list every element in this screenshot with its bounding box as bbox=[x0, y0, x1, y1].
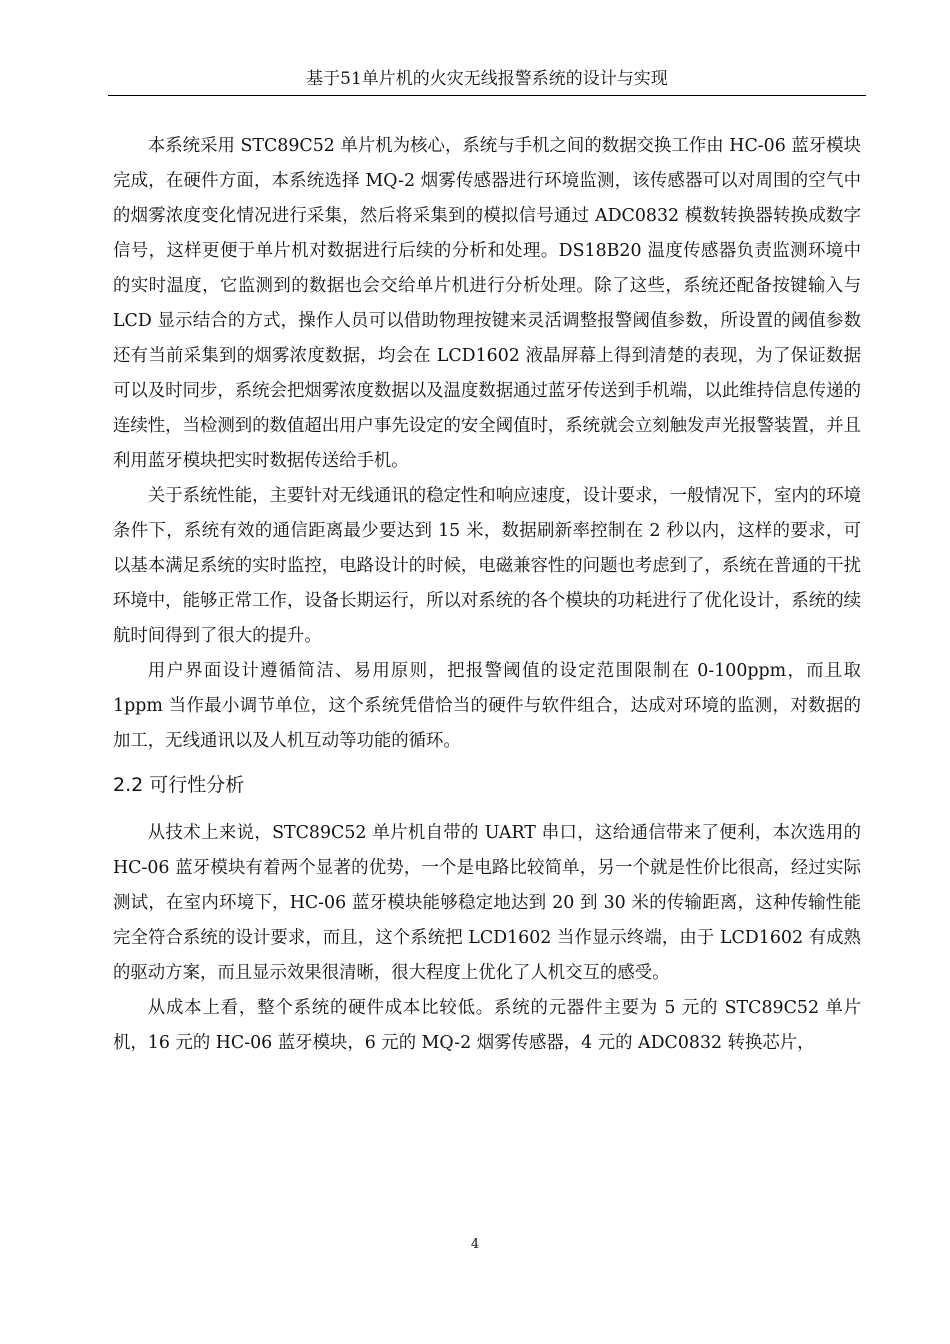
page-body bbox=[113, 129, 861, 1061]
body-paragraph: 用户界面设计遵循简洁、易用原则，把报警阈值的设定范围限制在 0-100ppm，而且取 1ppm 当作最小调节单位，这个系统凭借恰当的硬件与软件组合，达成对环境的监测，对数据的加工，无线通讯以及人机互动等功能的循环。 bbox=[113, 661, 861, 751]
body-paragraph: 从成本上看，整个系统的硬件成本比较低。系统的元器件主要为 5 元的 STC89C52 单片机，16 元的 HC-06 蓝牙模块，6 元的 MQ-2 烟雾传感器，4 元的 ADC0832 转换芯片， bbox=[113, 998, 861, 1053]
body-paragraph: 本系统采用 STC89C52 单片机为核心，系统与手机之间的数据交换工作由 HC-06 蓝牙模块完成，在硬件方面，本系统选择 MQ-2 烟雾传感器进行环境监测，该传感器可以对周围的空气中的烟雾浓度变化情况进行采集，然后将采集到的模拟信号通过 ADC0832 模数转换器转换成数字信号，这样更便于单片机对数据进行后续的分析和处理。DS18B20 温度传感器负责监测环境中的实时温度，它监测到的数据也会交给单片机进行分析处理。除了这些，系统还配备按键输入与 LCD 显示结合的方式，操作人员可以借助物理按键来灵活调整报警阈值参数，所设置的阈值参数还有当前采集到的烟雾浓度数据，均会在 LCD1602 液晶屏幕上得到清楚的表现，为了保证数据可以及时同步，系统会把烟雾浓度数据以及温度数据通过蓝牙传送到手机端，以此维持信息传递的连续性，当检测到的数值超出用户事先设定的安全阈值时，系统就会立刻触发声光报警装置，并且利用蓝牙模块把实时数据传送给手机。 bbox=[113, 136, 861, 471]
page-number: 4 bbox=[470, 1237, 480, 1252]
running-header: 基于51单片机的火灾无线报警系统的设计与实现 bbox=[108, 62, 866, 96]
body-paragraph: 从技术上来说，STC89C52 单片机自带的 UART 串口，这给通信带来了便利，本次选用的 HC-06 蓝牙模块有着两个显著的优势，一个是电路比较简单，另一个就是性价比很高，经过实际测试，在室内环境下，HC-06 蓝牙模块能够稳定地达到 20 到 30 米的传输距离，这种传输性能完全符合系统的设计要求，而且，这个系统把 LCD1602 当作显示终端，由于 LCD1602 有成熟的驱动方案，而且显示效果很清晰，很大程度上优化了人机交互的感受。 bbox=[113, 823, 861, 983]
section-heading: 2.2 可行性分析 bbox=[113, 774, 245, 796]
body-paragraph: 关于系统性能，主要针对无线通讯的稳定性和响应速度，设计要求，一般情况下，室内的环境条件下，系统有效的通信距离最少要达到 15 米，数据刷新率控制在 2 秒以内，这样的要求，可以基本满足系统的实时监控，电路设计的时候，电磁兼容性的问题也考虑到了，系统在普通的干扰环境中，能够正常工作，设备长期运行，所以对系统的各个模块的功耗进行了优化设计，系统的续航时间得到了很大的提升。 bbox=[113, 486, 861, 646]
